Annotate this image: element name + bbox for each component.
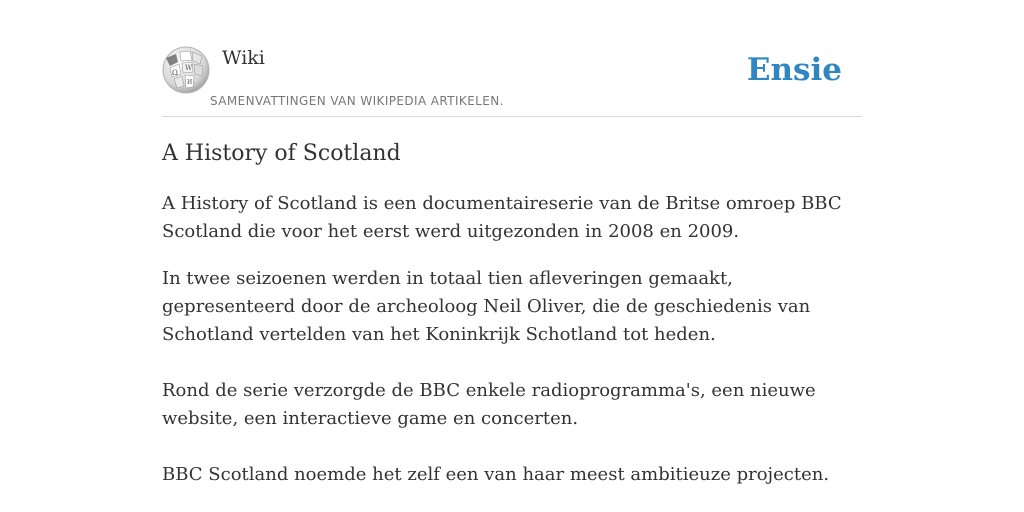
svg-text:Ω: Ω [172,69,178,77]
article-paragraph: BBC Scotland noemde het zelf een van haar meest ambitieuze projecten. [162,464,830,485]
ensie-brand-logo[interactable]: Ensie [746,52,842,88]
site-tagline: SAMENVATTINGEN VAN WIKIPEDIA ARTIKELEN. [210,94,504,108]
paragraph-spacer [162,433,862,461]
article-title: A History of Scotland [162,141,401,166]
wikipedia-globe-icon[interactable] [162,46,210,94]
site-header [162,0,862,117]
paragraph-spacer [162,349,862,377]
article-paragraph: In twee seizoenen werden in totaal tien afleveringen gemaakt, gepresenteerd door de archeoloog Neil Oliver, die de geschiedenis van Schotland vertelden van het Koninkrijk Schotland tot heden. [162,268,811,345]
site-name[interactable]: Wiki [222,47,265,69]
article-paragraph: A History of Scotland is een documentaireserie van de Britse omroep BBC Scotland die voor het eerst werd uitgezonden in 2008 en 2009. [162,193,842,242]
svg-text:W: W [185,64,193,72]
article-paragraph: Rond de serie verzorgde de BBC enkele radioprogramma's, een nieuwe website, een interactieve game en concerten. [162,380,816,429]
svg-text:И: И [187,79,193,86]
article-content [162,138,862,489]
